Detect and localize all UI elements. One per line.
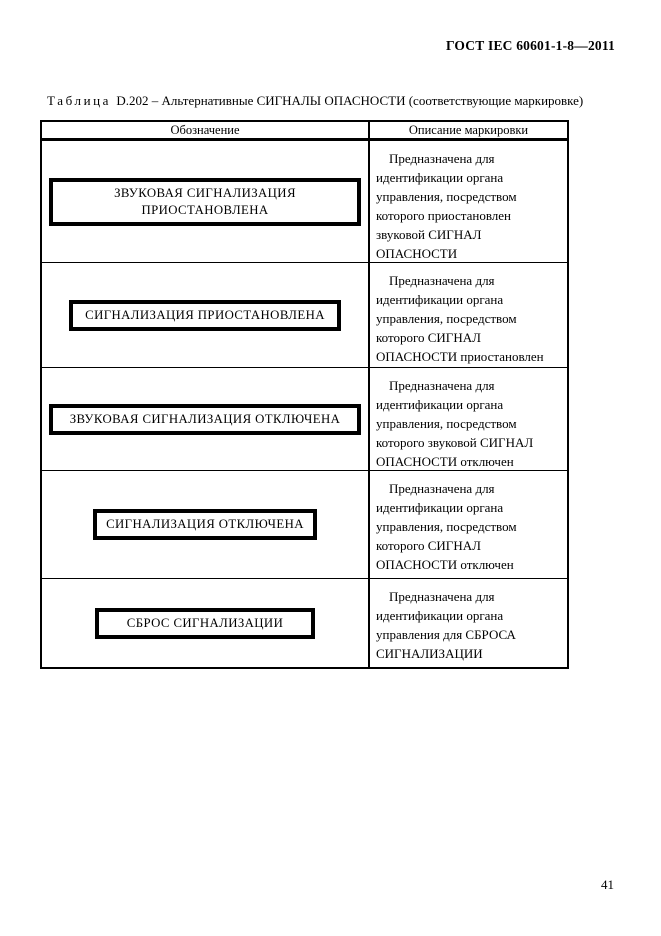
table-row	[42, 141, 567, 262]
column-header-description: Описание маркировки	[368, 122, 567, 138]
marking-label: СИГНАЛИЗАЦИЯ ПРИОСТАНОВЛЕНА	[85, 307, 325, 322]
description-cell	[368, 263, 567, 367]
audio-paused-marking-box	[49, 178, 361, 226]
designation-cell	[42, 141, 368, 262]
standard-number-header: ГОСТ IEC 60601-1-8—2011	[445, 38, 615, 53]
marking-label: ЗВУКОВАЯ СИГНАЛИЗАЦИЯ ПРИОСТАНОВЛЕНА	[114, 185, 296, 217]
description-cell	[368, 141, 567, 262]
marking-description: Предназначена для идентификации органа управления, посредством которого приостановлен звуковой СИГНАЛ ОПАСНОСТИ	[376, 151, 517, 261]
alarm-signals-table	[40, 120, 569, 669]
marking-label: СБРОС СИГНАЛИЗАЦИИ	[126, 615, 284, 630]
marking-description: Предназначена для идентификации органа управления, посредством которого звуковой СИГНАЛ ОПАСНОСТИ отключен	[376, 378, 534, 469]
marking-label: ЗВУКОВАЯ СИГНАЛИЗАЦИЯ ОТКЛЮЧЕНА	[69, 411, 341, 426]
table-row	[42, 262, 567, 367]
table-row	[42, 470, 567, 578]
designation-cell	[42, 263, 368, 367]
audio-off-marking-box	[49, 404, 361, 435]
table-caption	[47, 93, 631, 109]
column-header-designation: Обозначение	[170, 123, 240, 137]
alarm-reset-marking-box	[95, 608, 315, 639]
designation-cell	[42, 579, 368, 667]
alarm-off-marking-box	[93, 509, 317, 540]
table-caption-word: Таблица	[47, 93, 112, 108]
page-number: 41	[601, 877, 614, 892]
description-cell	[368, 471, 567, 578]
marking-description: Предназначена для идентификации органа управления, посредством которого СИГНАЛ ОПАСНОСТИ отключен	[376, 481, 517, 572]
table-row	[42, 367, 567, 470]
table-row	[42, 578, 567, 667]
description-cell	[368, 579, 567, 667]
marking-description: Предназначена для идентификации органа управления для СБРОСА СИГНАЛИЗАЦИИ	[376, 589, 516, 661]
marking-description: Предназначена для идентификации органа управления, посредством которого СИГНАЛ ОПАСНОСТИ приостановлен	[376, 273, 544, 364]
alarm-paused-marking-box	[69, 300, 341, 331]
marking-label: СИГНАЛИЗАЦИЯ ОТКЛЮЧЕНА	[106, 517, 304, 531]
designation-cell	[42, 368, 368, 470]
table-caption-text: D.202 – Альтернативные СИГНАЛЫ ОПАСНОСТИ (соответствующие маркировке)	[116, 93, 584, 108]
description-cell	[368, 368, 567, 470]
designation-cell	[42, 471, 368, 578]
table-header-row	[42, 122, 567, 141]
